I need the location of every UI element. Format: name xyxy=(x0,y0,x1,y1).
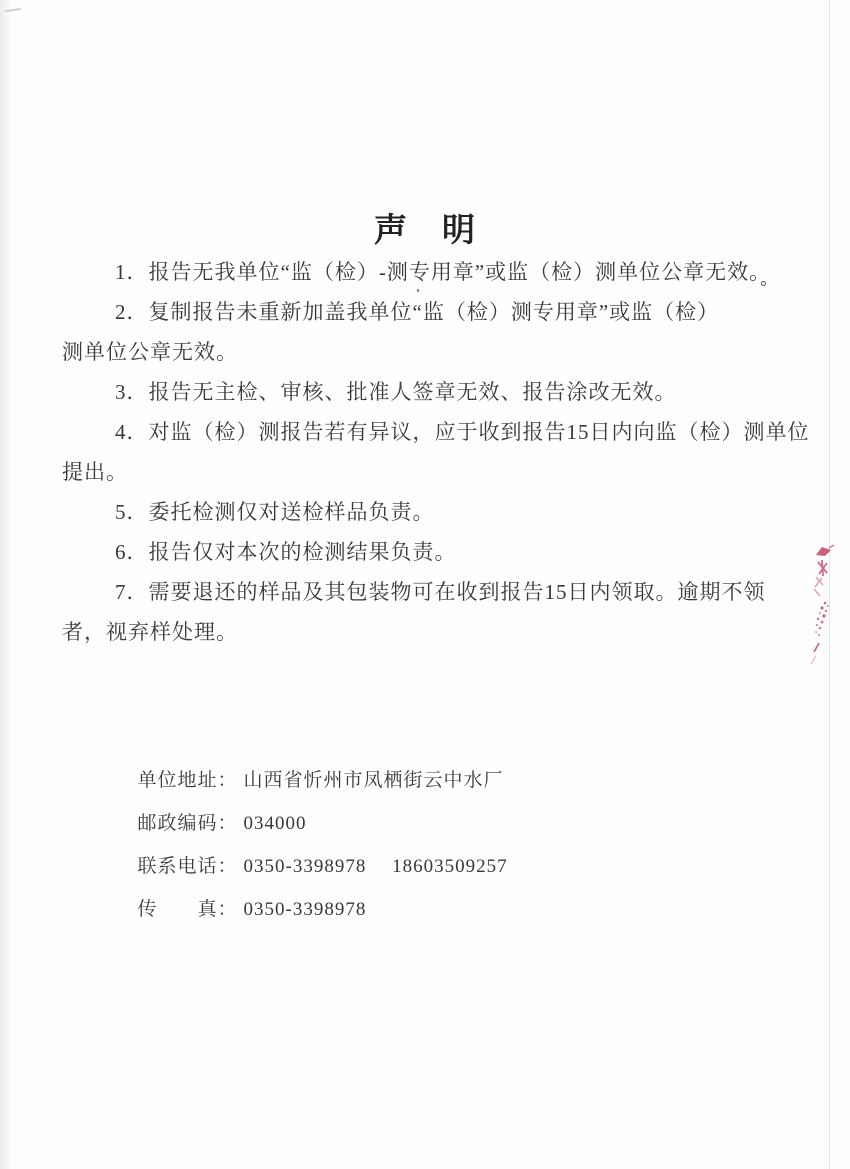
contact-info xyxy=(103,716,723,920)
red-seal-stamp-icon xyxy=(806,542,840,677)
statement-line-4: 4．对监（检）测报告若有异议，应于收到报告15日内向监（检）测单位 xyxy=(115,420,810,444)
statement-line-1: 1．报告无我单位“监（检）-测专用章”或监（检）测单位公章无效。 xyxy=(115,260,772,284)
statement-line-4-cont: 提出。 xyxy=(62,460,128,484)
contact-value: 山西省忻州市凤栖街云中水厂 xyxy=(243,770,504,791)
contact-value: 0350-3398978 xyxy=(243,899,367,920)
statement-line-2: 2．复制报告未重新加盖我单位“监（检）测专用章”或监（检） xyxy=(115,300,720,324)
statement-line-5: 5．委托检测仅对送检样品负责。 xyxy=(115,500,435,524)
statement-line-3: 3．报告无主检、审核、批准人签章无效、报告涂改无效。 xyxy=(115,380,677,404)
contact-label: 联系电话： xyxy=(137,856,238,877)
contact-label: 邮政编码： xyxy=(137,813,238,834)
statement-line-7: 7．需要退还的样品及其包装物可在收到报告15日内领取。逾期不领 xyxy=(115,580,766,604)
statement-title: 声 明 xyxy=(374,211,476,248)
statement-body xyxy=(62,252,822,652)
scan-left-edge-shadow xyxy=(0,0,12,1169)
statement-line-2-cont: 测单位公章无效。 xyxy=(62,340,238,364)
contact-value: 0350-3398978 18603509257 xyxy=(243,856,508,877)
contact-label: 单位地址： xyxy=(137,770,238,791)
contact-value: 034000 xyxy=(243,813,307,834)
contact-label: 传 真： xyxy=(137,899,238,920)
statement-line-6: 6．报告仅对本次的检测结果负责。 xyxy=(115,540,457,564)
contact-row-address xyxy=(103,716,723,791)
statement-line-7-cont: 者，视弃样处理。 xyxy=(62,620,238,644)
